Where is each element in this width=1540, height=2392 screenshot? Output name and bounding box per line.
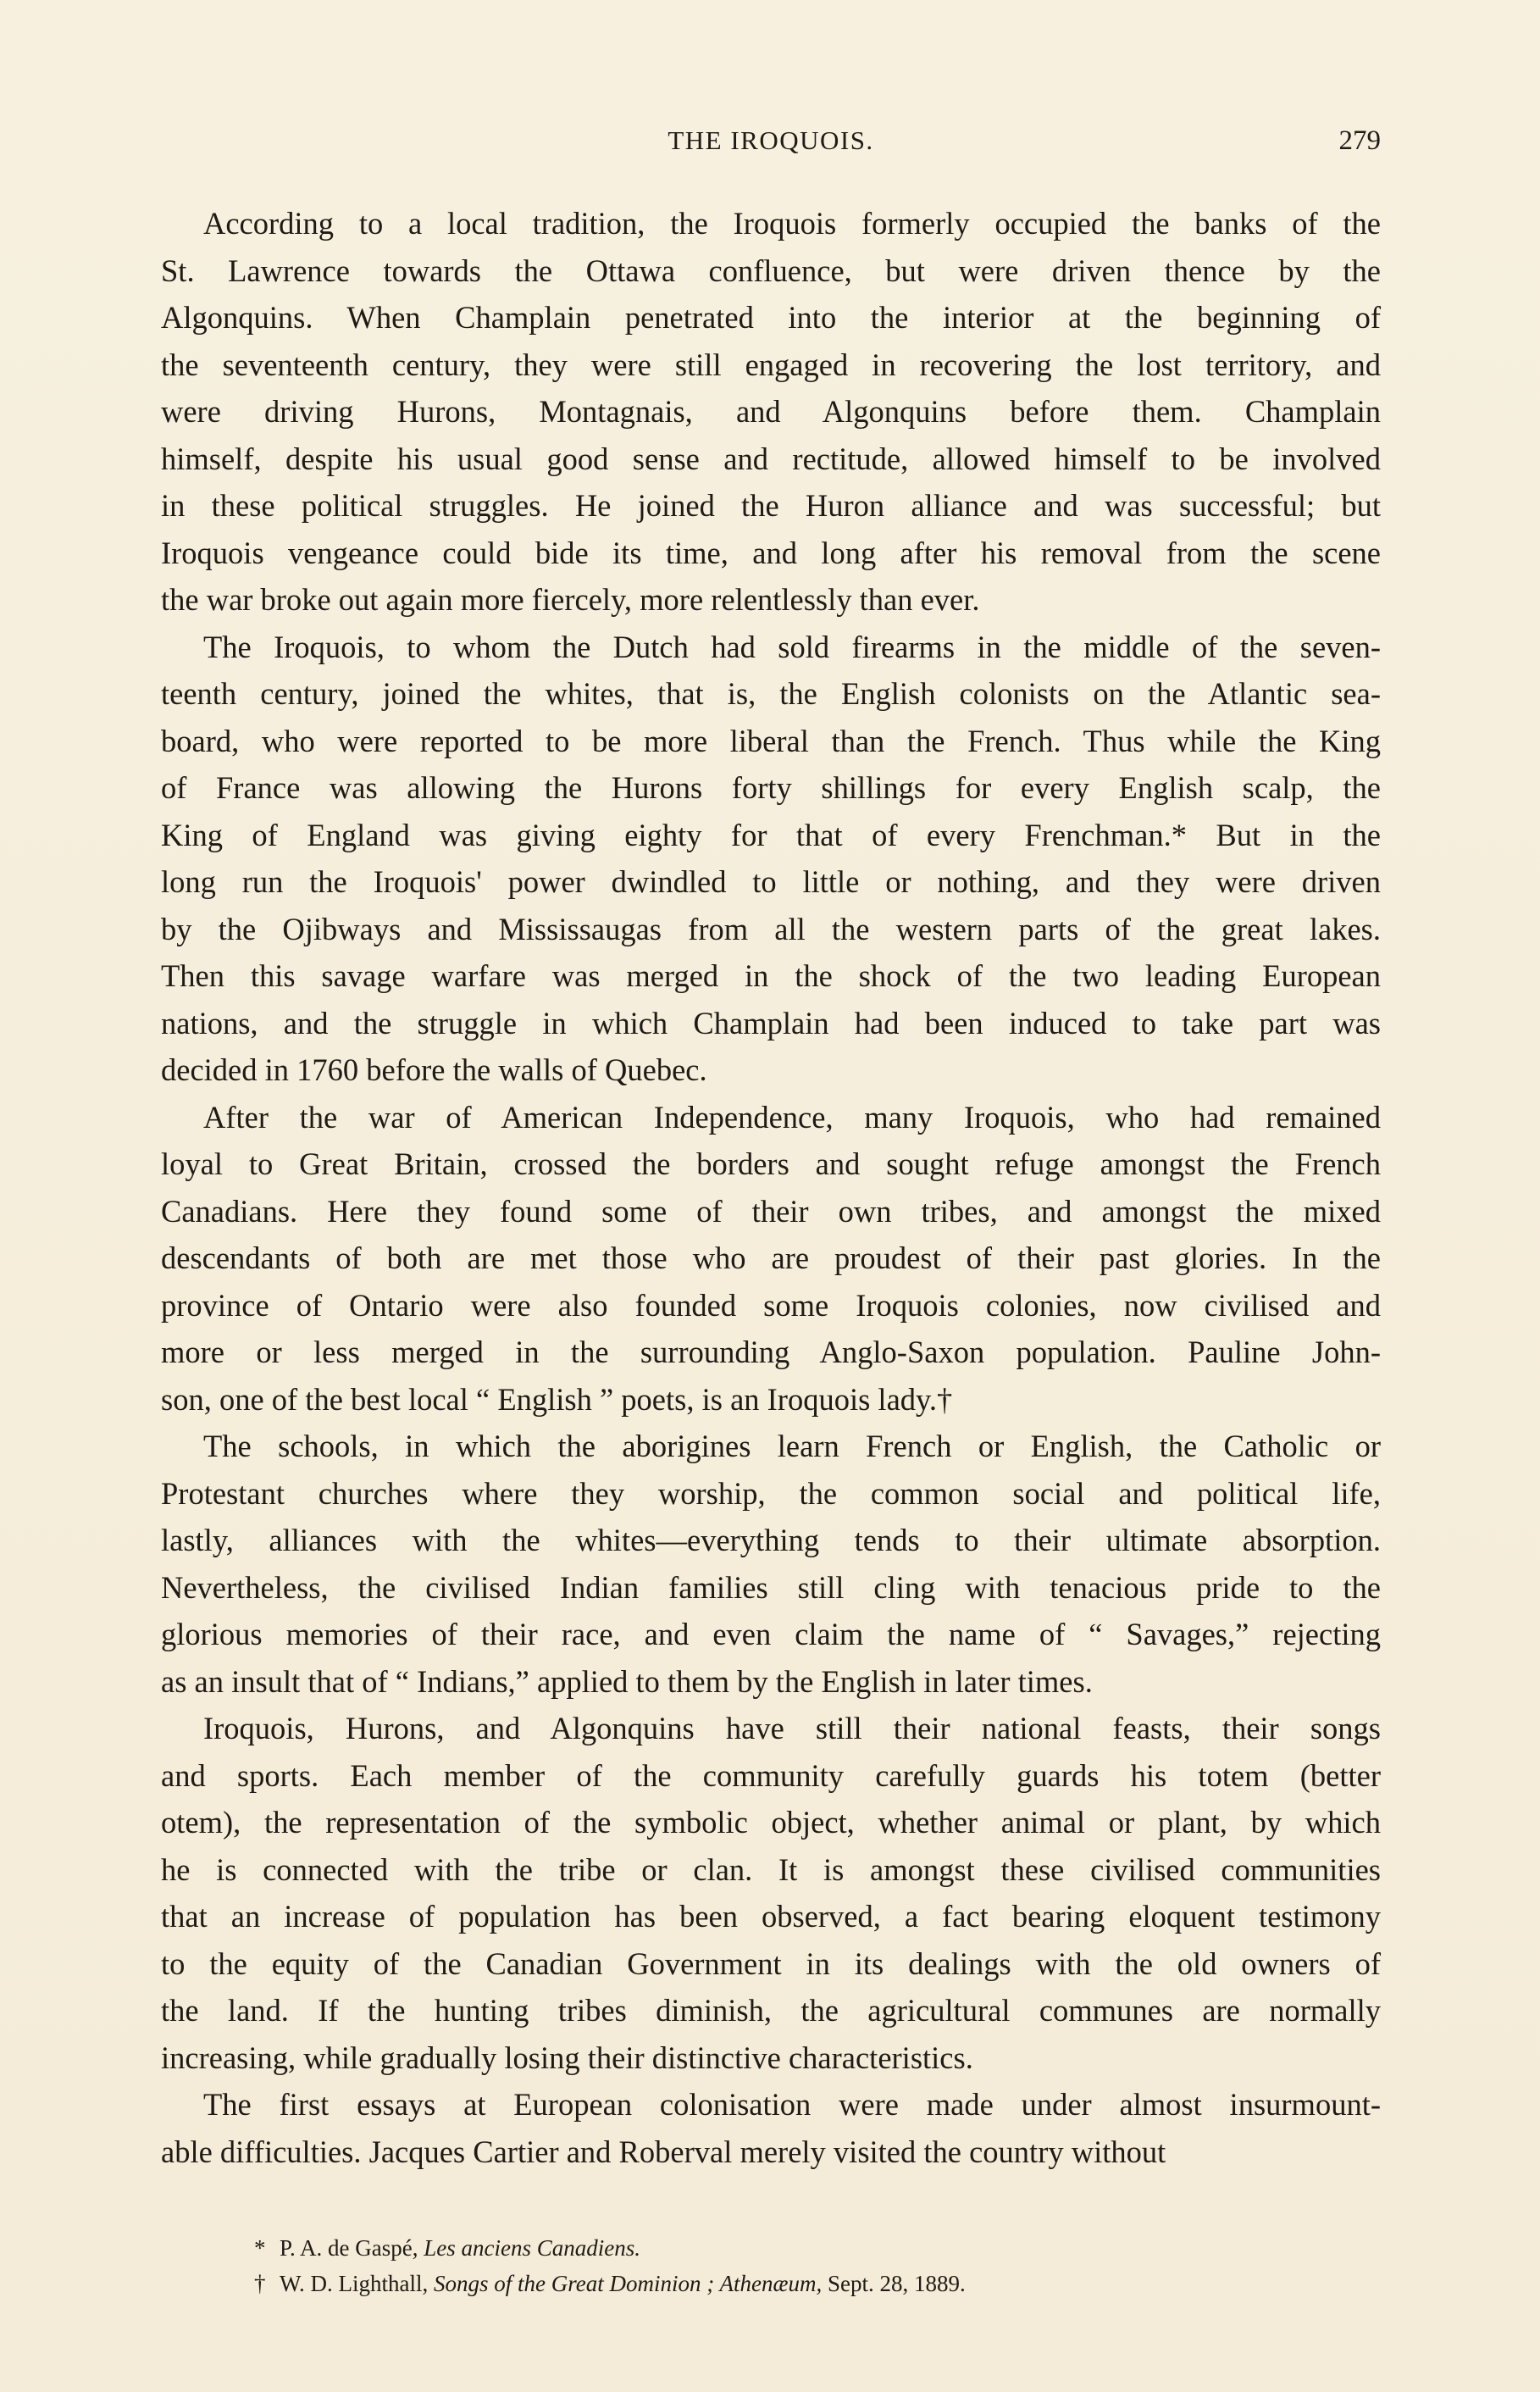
body-text [161,200,1381,2175]
text-line: the war broke out again more fiercely, more relentlessly than ever. [161,582,980,617]
text-line: the seventeenth century, they were still engaged in recovering the lost territory, and [161,347,1381,382]
page-number: 279 [1338,125,1381,156]
text-line: Canadians. Here they found some of their own tribes, and amongst the mixed [161,1193,1381,1229]
text-line: as an insult that of “ Indians,” applied to them by the English in later times. [161,1663,1093,1699]
text-line: Iroquois vengeance could bide its time, and long after his removal from the scene [161,535,1381,570]
text-line: teenth century, joined the whites, that is, the English colonists on the Atlantic sea- [161,676,1381,711]
paragraph [161,1423,1381,1705]
text-line: The Iroquois, to whom the Dutch had sold firearms in the middle of the seven- [203,629,1381,664]
text-line: According to a local tradition, the Iroquois formerly occupied the banks of the [203,206,1381,241]
text-line: After the war of American Independence, many Iroquois, who had remained [203,1099,1381,1135]
paragraph [161,2081,1381,2175]
text-line: more or less merged in the surrounding Anglo-Saxon population. Pauline John- [161,1335,1381,1369]
text-line: himself, despite his usual good sense and rectitude, allowed himself to be involved [161,441,1381,476]
text-line: descendants of both are met those who are proudest of their past glories. In the [161,1240,1381,1275]
text-line: Iroquois, Hurons, and Algonquins have still their national feasts, their songs [203,1711,1381,1745]
footnote-text-after: Sept. 28, 1889. [822,2271,966,2296]
text-line: Algonquins. When Champlain penetrated into the interior at the beginning of [161,300,1381,335]
paragraph [161,1705,1381,2081]
text-line: long run the Iroquois' power dwindled to little or nothing, and they were driven [161,864,1381,899]
running-title: THE IROQUOIS. [668,125,874,155]
text-line: that an increase of population has been observed, a fact bearing eloquent testimony [161,1899,1381,1934]
text-line: otem), the representation of the symbolic object, whether animal or plant, by which [161,1805,1381,1840]
footnote-title: Les anciens Canadiens. [424,2235,640,2261]
text-line: and sports. Each member of the community carefully guards his totem (better [161,1757,1381,1793]
footnote-mark: * [254,2235,266,2261]
text-line: Nevertheless, the civilised Indian families still cling with tenacious pride to the [161,1569,1381,1605]
text-line: were driving Hurons, Montagnais, and Algonquins before them. Champlain [161,394,1381,429]
text-line: in these political struggles. He joined the Huron alliance and was successful; but [161,488,1381,523]
text-line: The schools, in which the aborigines learn French or English, the Catholic or [203,1429,1381,1463]
footnote [254,2230,1271,2266]
text-line: Protestant churches where they worship, the common social and political life, [161,1475,1381,1511]
text-line: he is connected with the tribe or clan. It is amongst these civilised communities [161,1851,1381,1887]
footnotes [254,2230,1271,2301]
text-line: province of Ontario were also founded some Iroquois colonies, now civilised and [161,1287,1381,1323]
footnote-mark: † [254,2271,266,2296]
text-line: by the Ojibways and Mississaugas from all the western parts of the great lakes. [161,911,1381,946]
text-line: nations, and the struggle in which Champlain had been induced to take part was [161,1005,1381,1041]
text-line: glorious memories of their race, and even claim the name of “ Savages,” rejecting [161,1617,1381,1651]
running-head [161,125,1381,163]
text-line: able difficulties. Jacques Cartier and Roberval merely visited the country without [161,2134,1166,2169]
text-line: to the equity of the Canadian Government in its dealings with the old owners of [161,1945,1381,1981]
text-line: the land. If the hunting tribes diminish, the agricultural communes are normally [161,1993,1381,2028]
text-line: decided in 1760 before the walls of Quebec. [161,1052,707,1087]
footnote [254,2266,1271,2301]
paragraph [161,1094,1381,1424]
text-line: The first essays at European colonisation were made under almost insurmount- [203,2087,1381,2122]
text-line: of France was allowing the Hurons forty shillings for every English scalp, the [161,770,1381,805]
text-line: St. Lawrence towards the Ottawa confluence, but were driven thence by the [161,253,1381,288]
text-line: King of England was giving eighty for that of every Frenchman.* But in the [161,817,1381,852]
text-line: Then this savage warfare was merged in the shock of the two leading European [161,958,1381,993]
paragraph [161,624,1381,1094]
text-line: lastly, alliances with the whites—everything tends to their ultimate absorption. [161,1523,1381,1557]
paragraph [161,200,1381,624]
text-line: loyal to Great Britain, crossed the borders and sought refuge amongst the French [161,1146,1381,1181]
footnote-text: W. D. Lighthall, [280,2271,434,2296]
footnote-title: Songs of the Great Dominion ; Athenæum, [434,2271,823,2296]
text-line: increasing, while gradually losing their distinctive characteristics. [161,2040,973,2075]
text-line: son, one of the best local “ English ” poets, is an Iroquois lady.† [161,1381,953,1417]
footnote-text: P. A. de Gaspé, [280,2235,424,2261]
text-line: board, who were reported to be more liberal than the French. Thus while the King [161,723,1381,758]
